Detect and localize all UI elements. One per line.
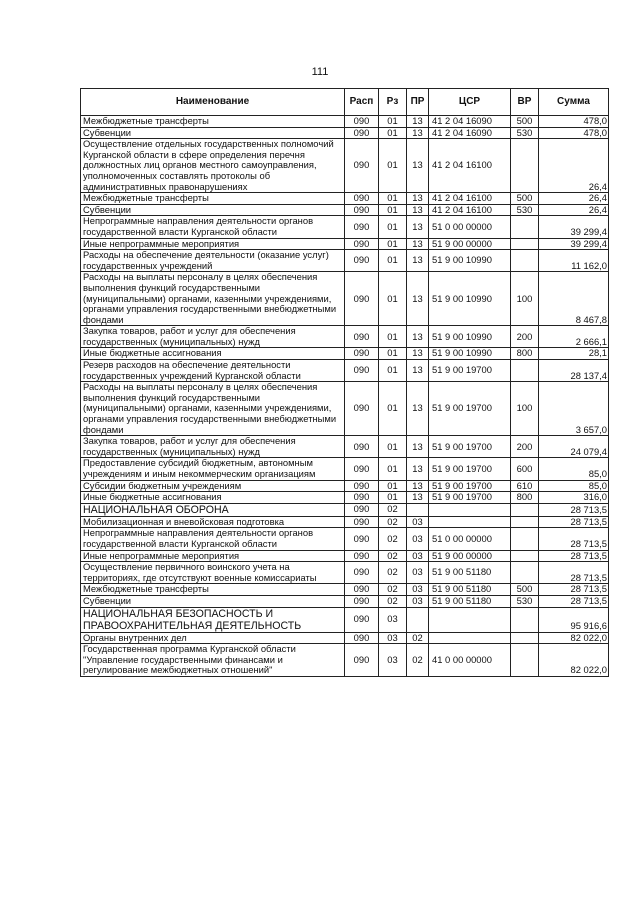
cell-sum: 316,0 <box>539 492 609 504</box>
table-row <box>81 458 609 480</box>
table-row <box>81 193 609 205</box>
cell-csr: 51 9 00 19700 <box>429 436 511 458</box>
table-row <box>81 436 609 458</box>
cell-name: Иные непрограммные мероприятия <box>81 238 345 250</box>
cell-rasp: 090 <box>345 480 379 492</box>
cell-vr <box>511 644 539 677</box>
cell-vr: 530 <box>511 595 539 607</box>
cell-name: Закупка товаров, работ и услуг для обеспечения государственных (муниципальных) нужд <box>81 436 345 458</box>
cell-name: Иные бюджетные ассигнования <box>81 348 345 360</box>
cell-rasp: 090 <box>345 326 379 348</box>
cell-pr: 13 <box>407 193 429 205</box>
cell-rasp: 090 <box>345 272 379 326</box>
cell-vr: 500 <box>511 584 539 596</box>
cell-rz: 03 <box>379 632 407 644</box>
cell-vr <box>511 139 539 193</box>
cell-rz: 01 <box>379 458 407 480</box>
page-number: 111 <box>311 66 329 78</box>
cell-rz: 03 <box>379 607 407 632</box>
cell-rasp: 090 <box>345 550 379 562</box>
cell-pr: 03 <box>407 516 429 528</box>
table-row <box>81 584 609 596</box>
cell-rz: 03 <box>379 644 407 677</box>
cell-pr: 13 <box>407 480 429 492</box>
table-row <box>81 503 609 516</box>
cell-rasp: 090 <box>345 528 379 550</box>
table-row <box>81 492 609 504</box>
cell-csr <box>429 516 511 528</box>
cell-csr <box>429 607 511 632</box>
cell-vr <box>511 516 539 528</box>
cell-rasp: 090 <box>345 348 379 360</box>
cell-rasp: 090 <box>345 607 379 632</box>
table-row <box>81 250 609 272</box>
cell-pr <box>407 607 429 632</box>
cell-rz: 01 <box>379 139 407 193</box>
cell-name: Иные непрограммные мероприятия <box>81 550 345 562</box>
cell-name: Расходы на выплаты персоналу в целях обеспечения выполнения функций государственными (муниципальными) органами, казенными учреждениями, органами управления государственными внебюджетными фондами <box>81 382 345 436</box>
cell-name: Предоставление субсидий бюджетным, автономным учреждениям и иным некоммерческим организациям <box>81 458 345 480</box>
cell-csr: 51 9 00 00000 <box>429 238 511 250</box>
cell-sum: 28 713,5 <box>539 528 609 550</box>
cell-csr: 51 9 00 10990 <box>429 348 511 360</box>
cell-name: Непрограммные направления деятельности органов государственной власти Курганской области <box>81 528 345 550</box>
cell-sum: 82 022,0 <box>539 632 609 644</box>
cell-csr: 51 9 00 19700 <box>429 458 511 480</box>
cell-sum: 11 162,0 <box>539 250 609 272</box>
cell-csr: 41 2 04 16100 <box>429 139 511 193</box>
cell-sum: 85,0 <box>539 480 609 492</box>
cell-sum: 3 657,0 <box>539 382 609 436</box>
table-row <box>81 139 609 193</box>
cell-pr: 03 <box>407 528 429 550</box>
cell-pr: 13 <box>407 360 429 382</box>
cell-rasp: 090 <box>345 382 379 436</box>
cell-rz: 01 <box>379 250 407 272</box>
table-row <box>81 562 609 584</box>
cell-pr: 02 <box>407 644 429 677</box>
cell-vr <box>511 360 539 382</box>
cell-pr: 13 <box>407 436 429 458</box>
cell-sum: 28 713,5 <box>539 516 609 528</box>
cell-rasp: 090 <box>345 238 379 250</box>
cell-sum: 24 079,4 <box>539 436 609 458</box>
table-row <box>81 348 609 360</box>
cell-rasp: 090 <box>345 503 379 516</box>
table-row <box>81 516 609 528</box>
table-row <box>81 216 609 238</box>
cell-vr: 200 <box>511 436 539 458</box>
cell-rasp: 090 <box>345 584 379 596</box>
cell-pr: 13 <box>407 348 429 360</box>
cell-rz: 02 <box>379 584 407 596</box>
table-header-row <box>81 89 609 116</box>
table-row <box>81 480 609 492</box>
cell-sum: 95 916,6 <box>539 607 609 632</box>
cell-rasp: 090 <box>345 516 379 528</box>
table-row <box>81 382 609 436</box>
cell-vr: 800 <box>511 492 539 504</box>
table-row <box>81 607 609 632</box>
cell-vr: 600 <box>511 458 539 480</box>
cell-csr <box>429 632 511 644</box>
table-row <box>81 360 609 382</box>
cell-rasp: 090 <box>345 632 379 644</box>
cell-rasp: 090 <box>345 644 379 677</box>
cell-csr: 51 9 00 10990 <box>429 272 511 326</box>
cell-sum: 26,4 <box>539 139 609 193</box>
cell-vr: 530 <box>511 204 539 216</box>
cell-rasp: 090 <box>345 216 379 238</box>
cell-vr: 200 <box>511 326 539 348</box>
header-rz: Рз <box>379 89 407 116</box>
cell-sum: 478,0 <box>539 116 609 128</box>
cell-rasp: 090 <box>345 204 379 216</box>
cell-sum: 28 137,4 <box>539 360 609 382</box>
cell-pr: 13 <box>407 382 429 436</box>
cell-rasp: 090 <box>345 139 379 193</box>
cell-rz: 01 <box>379 382 407 436</box>
cell-rz: 02 <box>379 550 407 562</box>
table-row <box>81 116 609 128</box>
cell-csr: 41 2 04 16090 <box>429 127 511 139</box>
cell-rz: 01 <box>379 436 407 458</box>
cell-csr: 51 0 00 00000 <box>429 216 511 238</box>
table-row <box>81 326 609 348</box>
cell-csr: 51 9 00 19700 <box>429 480 511 492</box>
cell-name: Осуществление отдельных государственных полномочий Курганской области в сфере определения перечня должностных лиц органов местного самоуправления, уполномоченных составлять протоколы об административных правонарушениях <box>81 139 345 193</box>
cell-sum: 82 022,0 <box>539 644 609 677</box>
cell-name: Государственная программа Курганской области "Управление государственными финансами и регулирование межбюджетных отношений" <box>81 644 345 677</box>
cell-csr: 51 9 00 10990 <box>429 250 511 272</box>
cell-csr: 51 9 00 51180 <box>429 595 511 607</box>
cell-rz: 02 <box>379 516 407 528</box>
cell-pr: 03 <box>407 562 429 584</box>
cell-name: Субсидии бюджетным учреждениям <box>81 480 345 492</box>
header-pr: ПР <box>407 89 429 116</box>
cell-csr: 41 0 00 00000 <box>429 644 511 677</box>
cell-rz: 01 <box>379 216 407 238</box>
cell-csr: 51 9 00 19700 <box>429 382 511 436</box>
table-row <box>81 204 609 216</box>
cell-csr: 51 9 00 51180 <box>429 584 511 596</box>
header-csr: ЦСР <box>429 89 511 116</box>
cell-csr: 51 0 00 00000 <box>429 528 511 550</box>
table-row <box>81 632 609 644</box>
cell-csr <box>429 503 511 516</box>
cell-csr: 41 2 04 16100 <box>429 204 511 216</box>
cell-pr: 13 <box>407 458 429 480</box>
cell-rz: 01 <box>379 480 407 492</box>
cell-sum: 8 467,8 <box>539 272 609 326</box>
cell-pr: 13 <box>407 492 429 504</box>
cell-vr: 610 <box>511 480 539 492</box>
cell-sum: 39 299,4 <box>539 238 609 250</box>
header-sum: Сумма <box>539 89 609 116</box>
cell-csr: 51 9 00 19700 <box>429 360 511 382</box>
cell-csr: 51 9 00 00000 <box>429 550 511 562</box>
cell-vr: 100 <box>511 382 539 436</box>
cell-rasp: 090 <box>345 562 379 584</box>
cell-vr: 800 <box>511 348 539 360</box>
cell-pr: 13 <box>407 127 429 139</box>
cell-csr: 51 9 00 51180 <box>429 562 511 584</box>
cell-sum: 39 299,4 <box>539 216 609 238</box>
cell-pr: 13 <box>407 250 429 272</box>
cell-sum: 28 713,5 <box>539 584 609 596</box>
cell-name: Непрограммные направления деятельности органов государственной власти Курганской области <box>81 216 345 238</box>
cell-vr <box>511 632 539 644</box>
cell-vr: 100 <box>511 272 539 326</box>
cell-csr: 41 2 04 16090 <box>429 116 511 128</box>
cell-rz: 01 <box>379 272 407 326</box>
cell-rasp: 090 <box>345 116 379 128</box>
cell-rasp: 090 <box>345 595 379 607</box>
cell-rz: 01 <box>379 193 407 205</box>
cell-sum: 28 713,5 <box>539 562 609 584</box>
cell-name: Субвенции <box>81 127 345 139</box>
cell-rz: 01 <box>379 326 407 348</box>
cell-rz: 01 <box>379 127 407 139</box>
cell-rz: 01 <box>379 204 407 216</box>
cell-pr: 13 <box>407 238 429 250</box>
cell-csr: 51 9 00 19700 <box>429 492 511 504</box>
cell-sum: 28 713,5 <box>539 550 609 562</box>
cell-pr: 03 <box>407 550 429 562</box>
cell-pr: 13 <box>407 216 429 238</box>
cell-rz: 01 <box>379 238 407 250</box>
cell-vr <box>511 216 539 238</box>
cell-csr: 51 9 00 10990 <box>429 326 511 348</box>
cell-rz: 01 <box>379 360 407 382</box>
cell-vr <box>511 238 539 250</box>
header-vr: ВР <box>511 89 539 116</box>
cell-vr: 500 <box>511 193 539 205</box>
cell-pr: 03 <box>407 584 429 596</box>
cell-rasp: 090 <box>345 127 379 139</box>
cell-name: Межбюджетные трансферты <box>81 116 345 128</box>
cell-name: Расходы на выплаты персоналу в целях обеспечения выполнения функций государственными (муниципальными) органами, казенными учреждениями, органами управления государственными внебюджетными фондами <box>81 272 345 326</box>
cell-name: Закупка товаров, работ и услуг для обеспечения государственных (муниципальных) нужд <box>81 326 345 348</box>
cell-vr: 500 <box>511 116 539 128</box>
cell-rasp: 090 <box>345 360 379 382</box>
cell-rasp: 090 <box>345 193 379 205</box>
cell-name: Расходы на обеспечение деятельности (оказание услуг) государственных учреждений <box>81 250 345 272</box>
table-row <box>81 272 609 326</box>
cell-vr <box>511 562 539 584</box>
cell-vr <box>511 550 539 562</box>
table-row <box>81 644 609 677</box>
table-row <box>81 127 609 139</box>
cell-rasp: 090 <box>345 250 379 272</box>
cell-pr: 13 <box>407 139 429 193</box>
table-row <box>81 238 609 250</box>
cell-name: Субвенции <box>81 204 345 216</box>
cell-rasp: 090 <box>345 458 379 480</box>
cell-vr: 530 <box>511 127 539 139</box>
cell-rasp: 090 <box>345 436 379 458</box>
cell-rz: 02 <box>379 595 407 607</box>
cell-sum: 28,1 <box>539 348 609 360</box>
cell-pr: 13 <box>407 116 429 128</box>
cell-pr: 13 <box>407 204 429 216</box>
table-row <box>81 550 609 562</box>
cell-rz: 01 <box>379 116 407 128</box>
cell-rz: 02 <box>379 562 407 584</box>
cell-sum: 2 666,1 <box>539 326 609 348</box>
table-row <box>81 528 609 550</box>
cell-name: Иные бюджетные ассигнования <box>81 492 345 504</box>
cell-rz: 01 <box>379 492 407 504</box>
header-name: Наименование <box>81 89 345 116</box>
cell-vr <box>511 607 539 632</box>
cell-name: Органы внутренних дел <box>81 632 345 644</box>
cell-vr <box>511 503 539 516</box>
cell-sum: 85,0 <box>539 458 609 480</box>
cell-rz: 01 <box>379 348 407 360</box>
cell-csr: 41 2 04 16100 <box>429 193 511 205</box>
header-rasp: Расп <box>345 89 379 116</box>
cell-name: Межбюджетные трансферты <box>81 584 345 596</box>
cell-rasp: 090 <box>345 492 379 504</box>
cell-rz: 02 <box>379 528 407 550</box>
cell-pr: 13 <box>407 326 429 348</box>
cell-name: Межбюджетные трансферты <box>81 193 345 205</box>
cell-rz: 02 <box>379 503 407 516</box>
cell-sum: 478,0 <box>539 127 609 139</box>
cell-sum: 26,4 <box>539 204 609 216</box>
cell-name: Осуществление первичного воинского учета на территориях, где отсутствуют военные комиссариаты <box>81 562 345 584</box>
cell-sum: 26,4 <box>539 193 609 205</box>
cell-sum: 28 713,5 <box>539 595 609 607</box>
table-row <box>81 595 609 607</box>
cell-vr <box>511 250 539 272</box>
cell-pr: 03 <box>407 595 429 607</box>
budget-table <box>80 88 609 677</box>
cell-name: НАЦИОНАЛЬНАЯ ОБОРОНА <box>81 503 345 516</box>
cell-pr: 13 <box>407 272 429 326</box>
cell-sum: 28 713,5 <box>539 503 609 516</box>
cell-name: Субвенции <box>81 595 345 607</box>
cell-name: Резерв расходов на обеспечение деятельности государственных учреждений Курганской области <box>81 360 345 382</box>
cell-pr <box>407 503 429 516</box>
cell-pr: 02 <box>407 632 429 644</box>
cell-vr <box>511 528 539 550</box>
cell-name: Мобилизационная и вневойсковая подготовка <box>81 516 345 528</box>
cell-name: НАЦИОНАЛЬНАЯ БЕЗОПАСНОСТЬ И ПРАВООХРАНИТЕЛЬНАЯ ДЕЯТЕЛЬНОСТЬ <box>81 607 345 632</box>
